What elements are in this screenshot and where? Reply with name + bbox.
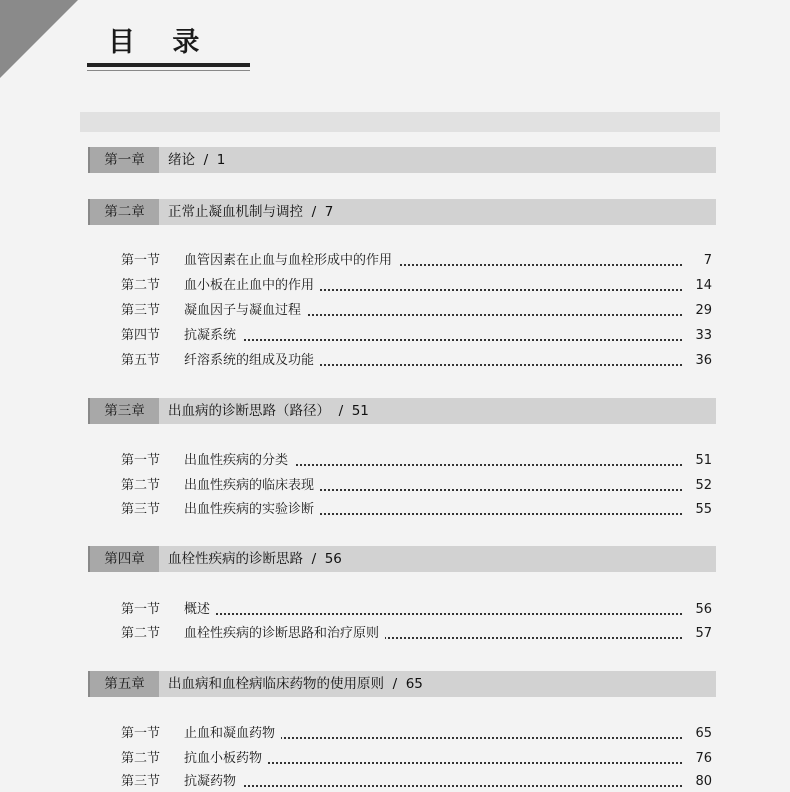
section-label: 第一节 [121,602,161,617]
page-number: 65 [695,726,712,741]
section-title: 概述 [184,600,216,620]
chapter-3-bar[interactable] [88,398,716,424]
chapter-title: 出血病和血栓病临床药物的使用原则 / 65 [168,676,423,692]
toc-entry[interactable] [121,772,712,792]
section-label: 第二节 [121,626,161,641]
section-title: 抗血小板药物 [184,749,268,769]
chapter-label: 第三章 [90,398,159,424]
section-label: 第一节 [121,726,161,741]
chapter-title: 出血病的诊断思路（路径） / 51 [168,403,369,419]
section-title: 血管因素在止血与血栓形成中的作用 [184,251,398,271]
section-title: 凝血因子与凝血过程 [184,301,307,321]
section-label: 第一节 [121,453,161,468]
page-corner-shadow [0,0,78,78]
dot-leader [184,785,682,787]
title-rule [87,63,250,67]
section-title: 抗凝系统 [184,326,242,346]
chapter-label: 第四章 [90,546,159,572]
section-label: 第二节 [121,278,161,293]
section-label: 第四节 [121,328,161,343]
toc-entry[interactable] [121,251,712,271]
chapter-label: 第二章 [90,199,159,225]
page-number: 56 [695,602,712,617]
section-label: 第三节 [121,502,161,517]
toc-entry[interactable] [121,476,712,496]
toc-entry[interactable] [121,276,712,296]
page-number: 80 [695,774,712,789]
dot-leader [184,339,682,341]
toc-entry[interactable] [121,500,712,520]
section-title: 抗凝药物 [184,772,242,792]
page-number: 55 [695,502,712,517]
chapter-title: 绪论 / 1 [168,152,226,168]
page-number: 36 [695,353,712,368]
toc-entry[interactable] [121,351,712,371]
toc-entry[interactable] [121,301,712,321]
page-number: 7 [703,253,712,268]
toc-entry[interactable] [121,451,712,471]
toc-entry[interactable] [121,724,712,744]
toc-entry[interactable] [121,749,712,769]
section-title: 出血性疾病的实验诊断 [184,500,320,520]
section-title: 出血性疾病的分类 [184,451,294,471]
section-label: 第五节 [121,353,161,368]
bleed-through-band [80,112,720,132]
chapter-2-bar[interactable] [88,199,716,225]
toc-entry[interactable] [121,624,712,644]
chapter-label: 第一章 [90,147,159,173]
page-number: 14 [695,278,712,293]
chapter-4-bar[interactable] [88,546,716,572]
chapter-label: 第五章 [90,671,159,697]
page-number: 51 [695,453,712,468]
page-number: 57 [695,626,712,641]
toc-entry[interactable] [121,326,712,346]
section-title: 血栓性疾病的诊断思路和治疗原则 [184,624,385,644]
section-label: 第二节 [121,478,161,493]
toc-entry[interactable] [121,600,712,620]
page-number: 29 [695,303,712,318]
section-label: 第二节 [121,751,161,766]
section-title: 出血性疾病的临床表现 [184,476,320,496]
chapter-title: 血栓性疾病的诊断思路 / 56 [168,551,342,567]
page-number: 52 [695,478,712,493]
section-title: 血小板在止血中的作用 [184,276,320,296]
page-number: 33 [695,328,712,343]
section-title: 止血和凝血药物 [184,724,281,744]
section-label: 第三节 [121,774,161,789]
title-rule-thin [87,70,250,71]
dot-leader [184,613,682,615]
chapter-5-bar[interactable] [88,671,716,697]
chapter-1-bar[interactable] [88,147,716,173]
section-label: 第一节 [121,253,161,268]
chapter-title: 正常止凝血机制与调控 / 7 [168,204,334,220]
page-title: 目 录 [108,27,214,58]
section-title: 纤溶系统的组成及功能 [184,351,320,371]
section-label: 第三节 [121,303,161,318]
page-number: 76 [695,751,712,766]
